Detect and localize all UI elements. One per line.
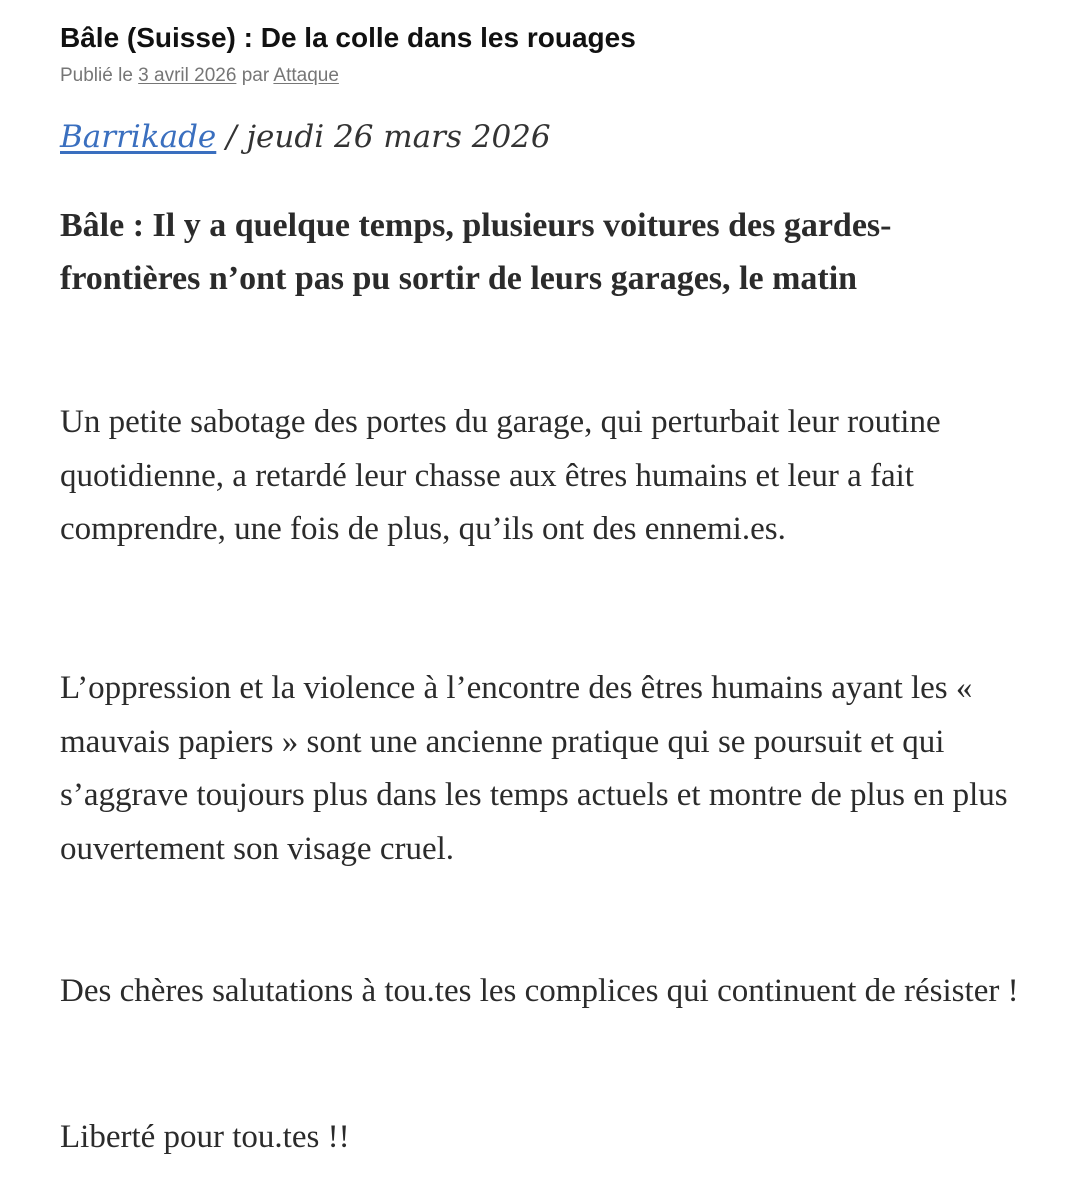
body-paragraph-3: Des chères salutations à tou.tes les complices qui continuent de résister ! bbox=[60, 973, 1019, 1009]
post-title: Bâle (Suisse) : De la colle dans les rouages bbox=[60, 22, 636, 53]
body-paragraph-2: L’oppression et la violence à l’encontre des êtres humains ayant les « mauvais papiers » sont une ancienne pratique qui se poursuit et qui s’aggrave toujours plus dans les temps actuels et montre de plus en plus ouvertement son visage cruel. bbox=[60, 670, 1008, 867]
author-link[interactable]: Attaque bbox=[273, 65, 339, 86]
lead-paragraph: Bâle : Il y a quelque temps, plusieurs voitures des gardes-frontières n’ont pas pu sortir de leurs garages, le matin bbox=[60, 207, 892, 297]
author-prefix: par bbox=[241, 65, 270, 86]
published-label: Publié le bbox=[60, 65, 133, 86]
body-paragraph-4: Liberté pour tou.tes !! bbox=[60, 1119, 350, 1155]
source-line bbox=[60, 114, 551, 160]
source-link[interactable]: Barrikade bbox=[60, 119, 217, 155]
source-date: jeudi 26 mars 2026 bbox=[246, 119, 551, 155]
post-date-link[interactable]: 3 avril 2026 bbox=[138, 65, 237, 86]
source-separator: / bbox=[216, 119, 247, 155]
post-meta bbox=[60, 63, 339, 89]
body-paragraph-1: Un petite sabotage des portes du garage, qui perturbait leur routine quotidienne, a retardé leur chasse aux êtres humains et leur a fait comprendre, une fois de plus, qu’ils ont des ennemi.es. bbox=[60, 404, 941, 547]
